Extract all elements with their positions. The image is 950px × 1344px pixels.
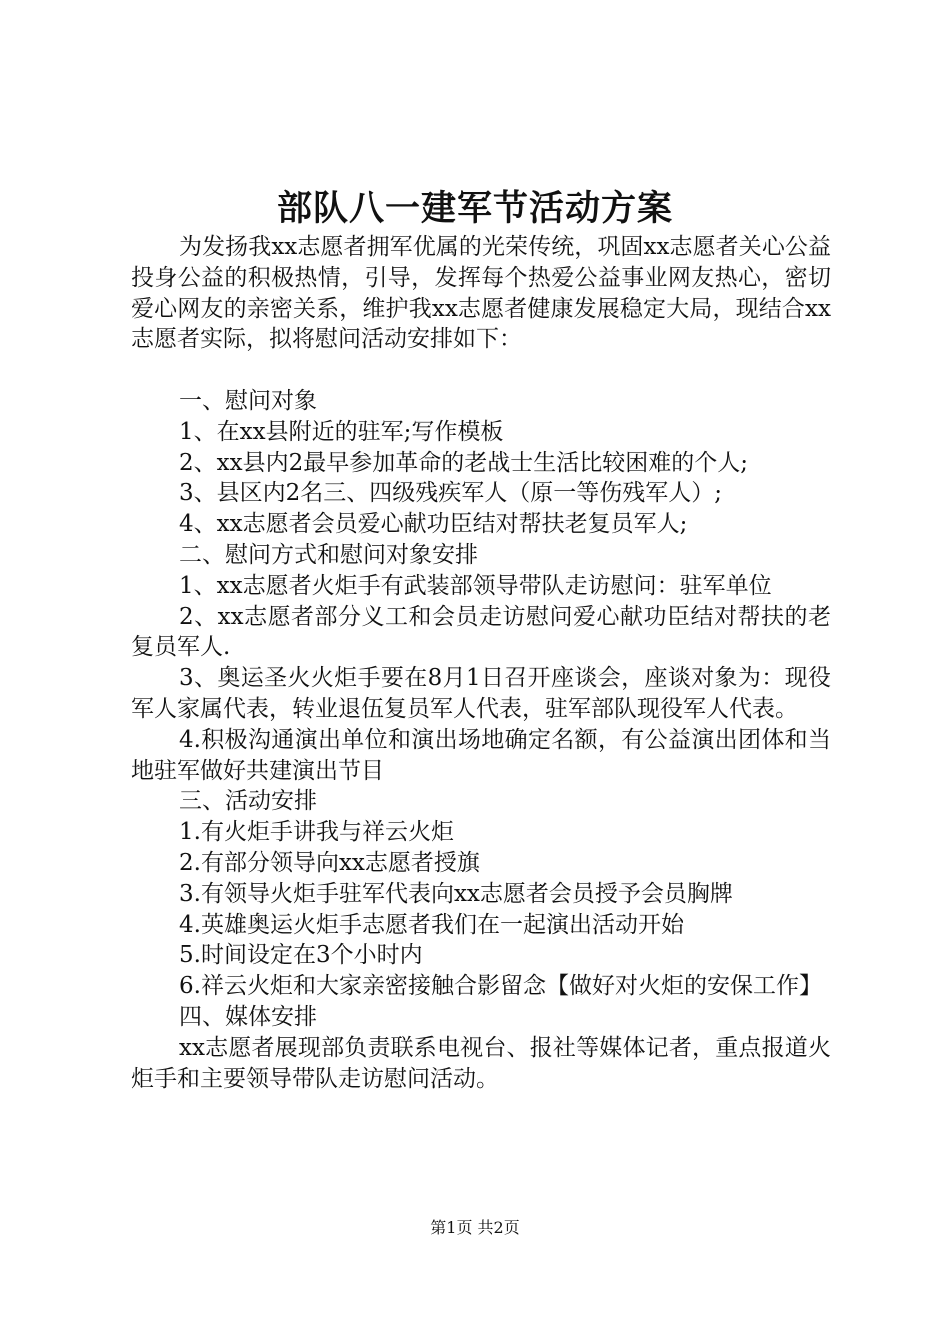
document-body [131, 232, 831, 1094]
paragraph-gap [131, 355, 831, 386]
list-item: 5.时间设定在3个小时内 [179, 942, 423, 969]
list-item: 1、在xx县附近的驻军;写作模板 [179, 418, 504, 445]
section-heading-2: 二、慰问方式和慰问对象安排 [179, 541, 478, 568]
list-item: 2、xx志愿者部分义工和会员走访慰问爱心献功臣结对帮扶的老复员军人. [131, 603, 831, 661]
page-footer: 第1页 共2页 [430, 1218, 520, 1237]
list-item: 1.有火炬手讲我与祥云火炬 [179, 819, 454, 846]
intro-paragraph: 为发扬我xx志愿者拥军优属的光荣传统，巩固xx志愿者关心公益投身公益的积极热情，引导，发挥每个热爱公益事业网友热心，密切爱心网友的亲密关系，维护我xx志愿者健康发展稳定大局，现结合xx志愿者实际，拟将慰问活动安排如下： [131, 234, 831, 353]
list-item: 3、奥运圣火火炬手要在8月1日召开座谈会，座谈对象为：现役军人家属代表，转业退伍复员军人代表，驻军部队现役军人代表。 [131, 665, 831, 722]
list-item: 3、县区内2名三、四级残疾军人（原一等伤残军人）; [179, 480, 723, 507]
section-heading-4: 四、媒体安排 [179, 1003, 317, 1030]
list-item: 4.积极沟通演出单位和演出场地确定名额，有公益演出团体和当地驻军做好共建演出节目 [131, 726, 831, 784]
list-item: 4、xx志愿者会员爱心献功臣结对帮扶老复员军人; [179, 511, 688, 538]
document-title: 部队八一建军节活动方案 [276, 188, 673, 229]
list-item: 6.祥云火炬和大家亲密接触合影留念【做好对火炬的安保工作】 [179, 973, 822, 1000]
list-item: 3.有领导火炬手驻军代表向xx志愿者会员授予会员胸牌 [179, 880, 733, 907]
list-item: 1、xx志愿者火炬手有武装部领导带队走访慰问：驻军单位 [179, 572, 772, 599]
list-item: 2、xx县内2最早参加革命的老战士生活比较困难的个人; [179, 449, 748, 476]
media-paragraph: xx志愿者展现部负责联系电视台、报社等媒体记者，重点报道火炬手和主要领导带队走访慰问活动。 [131, 1034, 831, 1092]
section-heading-3: 三、活动安排 [179, 788, 317, 815]
list-item: 2.有部分领导向xx志愿者授旗 [179, 849, 480, 876]
section-heading-1: 一、慰问对象 [179, 387, 317, 414]
list-item: 4.英雄奥运火炬手志愿者我们在一起演出活动开始 [179, 911, 684, 938]
